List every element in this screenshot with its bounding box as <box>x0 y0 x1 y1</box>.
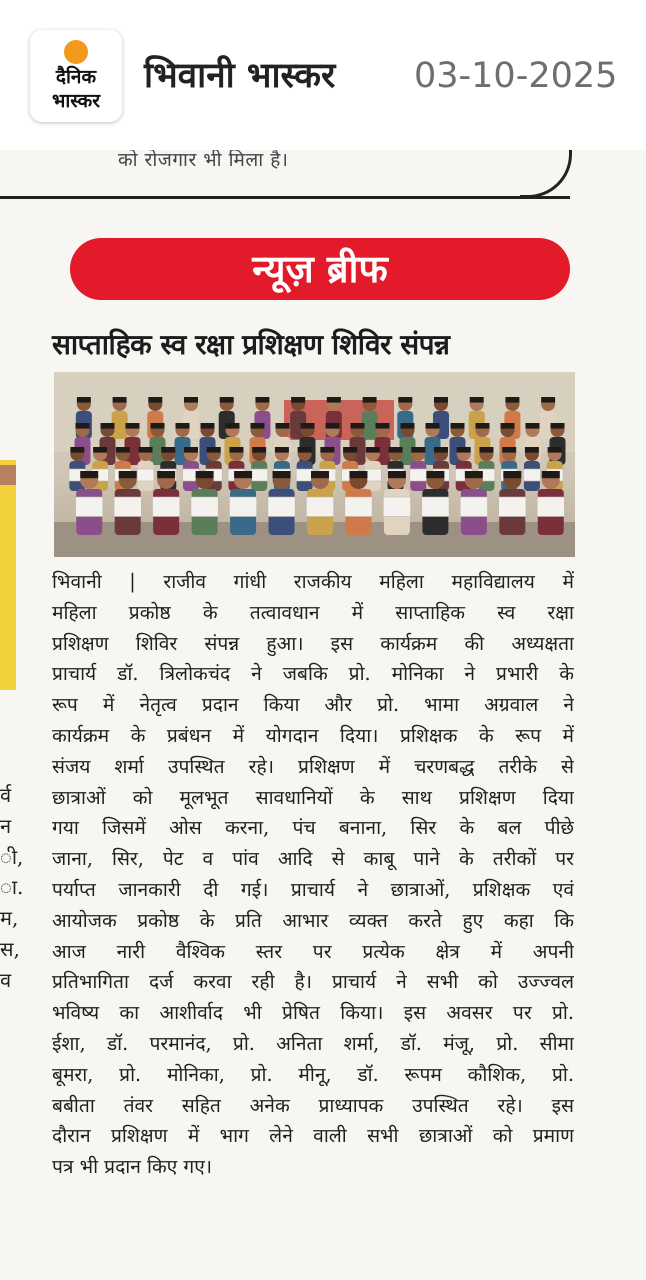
photo-person-hair <box>548 447 562 453</box>
photo-person-hair <box>70 447 84 453</box>
previous-article-border-curve <box>520 150 572 198</box>
photo-person-hair <box>501 423 515 429</box>
photo-person-hair <box>273 471 291 478</box>
previous-article-border <box>0 196 570 199</box>
photo-certificate <box>76 497 103 517</box>
photo-person-hair <box>479 447 493 453</box>
photo-person-hair <box>376 423 390 429</box>
adjacent-column-char: र्व <box>0 783 12 807</box>
photo-certificate <box>383 497 410 517</box>
edition-city-title: भिवानी भास्कर <box>144 56 336 96</box>
photo-certificate <box>422 497 449 517</box>
photo-certificate <box>537 497 564 517</box>
photo-certificate <box>524 469 541 481</box>
photo-certificate <box>137 469 154 481</box>
photo-person-hair <box>234 471 252 478</box>
article-body-line: जाना, सिर, पेट व पांव आदि से काबू पाने के तरीकों पर <box>52 847 574 871</box>
photo-person-hair <box>411 447 425 453</box>
photo-person-hair <box>320 447 334 453</box>
photo-person-hair <box>434 447 448 453</box>
photo-person-hair <box>426 471 444 478</box>
photo-person-hair <box>476 423 490 429</box>
photo-person-hair <box>327 397 341 403</box>
photo-person-hair <box>276 423 290 429</box>
photo-person-hair <box>252 447 266 453</box>
article-body-line: पर्याप्त जानकारी दी गई। प्राचार्य ने छात्राओं, प्रशिक्षक एवं <box>52 877 574 901</box>
article-body-line: आज नारी वैश्विक स्तर पर प्रत्येक क्षेत्र में अपनी <box>52 939 574 963</box>
photo-person-hair <box>101 423 115 429</box>
photo-certificate <box>296 469 313 481</box>
adjacent-column-char: ी, <box>0 844 24 869</box>
photo-certificate <box>191 497 218 517</box>
photo-person-hair <box>176 423 190 429</box>
previous-article-fragment: को रोजगार भी मिला है। <box>118 150 289 171</box>
photo-person-hair <box>275 447 289 453</box>
photo-person-hair <box>229 447 243 453</box>
logo-text-line1: दैनिक <box>55 66 97 88</box>
photo-certificate <box>345 497 372 517</box>
group-photo <box>54 372 575 557</box>
article-body-line: प्रशिक्षण शिविर संपन्न हुआ। इस कार्यक्रम की अध्यक्षता <box>52 631 574 655</box>
photo-certificate <box>153 497 180 517</box>
article-body <box>52 567 574 1183</box>
photo-person-hair <box>366 447 380 453</box>
photo-person-hair <box>398 397 412 403</box>
adjacent-column-char: म, <box>0 906 19 931</box>
photo-person-hair <box>311 471 329 478</box>
photo-certificate <box>499 497 526 517</box>
news-brief-label: न्यूज़ ब्रीफ <box>252 247 388 291</box>
photo-person-hair <box>465 471 483 478</box>
article-body-line: भिवानी | राजीव गांधी राजकीय महिला महाविद्यालय में <box>52 570 574 593</box>
news-brief-banner <box>70 238 570 300</box>
logo-text-line2: भास्कर <box>51 90 101 112</box>
photo-person-hair <box>326 423 340 429</box>
photo-certificate <box>460 497 487 517</box>
article-body-line: रूप में नेतृत्व प्रदान किया और प्रो. भामा अग्रवाल ने <box>52 693 574 717</box>
photo-person-hair <box>116 447 130 453</box>
photo-person-hair <box>148 397 162 403</box>
photo-person-hair <box>161 447 175 453</box>
photo-person-hair <box>426 423 440 429</box>
article-body-line: छात्राओं को मूलभूत सावधानियों के साथ प्रशिक्षण दिया <box>52 785 574 809</box>
photo-person-hair <box>196 471 214 478</box>
article-body-line: गया जिसमें ओस करना, पंच बनाना, सिर के बल पीछे <box>52 816 574 840</box>
photo-person-hair <box>201 423 215 429</box>
photo-person-hair <box>151 423 165 429</box>
photo-person-hair <box>388 471 406 478</box>
photo-certificate <box>268 497 295 517</box>
adjacent-column-char: न <box>0 813 12 838</box>
photo-person-hair <box>184 397 198 403</box>
photo-person-hair <box>119 471 137 478</box>
photo-person-hair <box>351 423 365 429</box>
photo-person-hair <box>526 423 540 429</box>
photo-person-hair <box>389 447 403 453</box>
photo-person-hair <box>525 447 539 453</box>
photo-certificate <box>114 497 141 517</box>
photo-person-hair <box>343 447 357 453</box>
photo-person-hair <box>77 397 91 403</box>
photo-person-hair <box>470 397 484 403</box>
photo-person-hair <box>207 447 221 453</box>
photo-certificate <box>306 497 333 517</box>
article-body-line: ईशा, डॉ. परमानंद, प्रो. अनिता शर्मा, डॉ. मंजू, प्रो. सीमा <box>52 1031 574 1055</box>
adjacent-column-char: ा. <box>0 875 24 900</box>
newspaper-clipping <box>0 150 646 1280</box>
photo-person-hair <box>541 397 555 403</box>
photo-certificate <box>251 469 268 481</box>
dainik-bhaskar-logo[interactable] <box>30 30 122 122</box>
photo-person-hair <box>113 397 127 403</box>
photo-certificate <box>229 497 256 517</box>
photo-person-hair <box>93 447 107 453</box>
sun-icon <box>64 40 88 64</box>
photo-person-hair <box>451 423 465 429</box>
photo-person-hair <box>80 471 98 478</box>
photo-person-hair <box>126 423 140 429</box>
photo-person-hair <box>503 471 521 478</box>
photo-certificate <box>410 469 427 481</box>
article-headline: साप्ताहिक स्व रक्षा प्रशिक्षण शिविर संपन्न <box>52 328 450 361</box>
app-header <box>0 0 646 150</box>
photo-person-hair <box>505 397 519 403</box>
article-body-line: बबीता तंवर सहित अनेक प्राध्यापक उपस्थित रहे। इस <box>52 1093 574 1117</box>
article-body-line: कार्यक्रम के प्रबंधन में योगदान दिया। प्रशिक्षक के रूप में <box>52 723 574 747</box>
article-body-line: प्रतिभागिता दर्ज करवा रही है। प्राचार्य ने सभी को उज्ज्वल <box>52 970 574 994</box>
article-body-line: भविष्य का आशीर्वाद भी प्रेषित किया। इस अवसर पर प्रो. <box>52 1001 574 1025</box>
article-body-line: पत्र भी प्रदान किए गए। <box>52 1155 213 1179</box>
article-body-line: प्राचार्य डॉ. त्रिलोकचंद ने जबकि प्रो. मोनिका ने प्रभारी के <box>52 662 574 686</box>
photo-person-hair <box>76 423 90 429</box>
photo-person-hair <box>139 447 153 453</box>
photo-person-hair <box>251 423 265 429</box>
photo-person-hair <box>457 447 471 453</box>
photo-person-hair <box>363 397 377 403</box>
photo-person-hair <box>542 471 560 478</box>
adjacent-photo-fragment-face <box>0 465 16 485</box>
photo-person-hair <box>184 447 198 453</box>
photo-person-hair <box>301 423 315 429</box>
article-body-line: दौरान प्रशिक्षण में भाग लेने वाली सभी छात्राओं को प्रमाण <box>52 1124 574 1148</box>
group-photo-illustration <box>54 372 575 557</box>
article-body-line: आयोजक प्रकोष्ठ के प्रति आभार व्यक्त करते हुए कहा कि <box>52 908 574 932</box>
photo-person-hair <box>291 397 305 403</box>
photo-person-hair <box>434 397 448 403</box>
article-body-line: संजय शर्मा उपस्थित रहे। प्रशिक्षण में चरणबद्ध तरीके से <box>52 754 574 778</box>
adjacent-column-fragment <box>0 780 22 996</box>
edition-date: 03-10-2025 <box>414 56 618 96</box>
photo-person-hair <box>349 471 367 478</box>
photo-person-hair <box>298 447 312 453</box>
photo-person-hair <box>502 447 516 453</box>
article-body-line: बूमरा, प्रो. मोनिका, प्रो. मीनू, डॉ. रूपम कौशिक, प्रो. <box>52 1062 574 1086</box>
photo-person-hair <box>226 423 240 429</box>
adjacent-column-char: स, <box>0 936 20 961</box>
adjacent-column-char: व <box>0 967 12 992</box>
photo-person-hair <box>157 471 175 478</box>
article-body-line: महिला प्रकोष्ठ के तत्वावधान में साप्ताहिक स्व रक्षा <box>52 600 574 624</box>
photo-person-hair <box>551 423 565 429</box>
adjacent-photo-fragment <box>0 460 16 690</box>
photo-person-hair <box>401 423 415 429</box>
photo-person-hair <box>255 397 269 403</box>
photo-person-hair <box>220 397 234 403</box>
